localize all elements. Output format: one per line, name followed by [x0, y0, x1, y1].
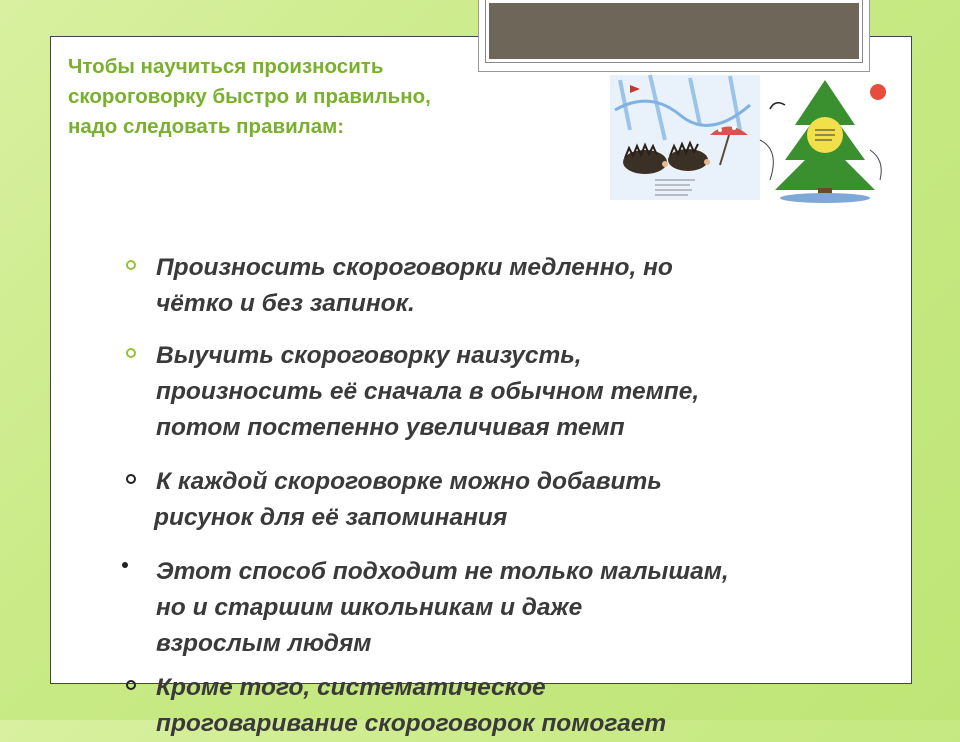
- slide-heading: [68, 52, 548, 142]
- heading-line: надо следовать правилам:: [68, 115, 345, 138]
- list-item: Произносить скороговорки медленно, но чётко и без запинок.: [120, 250, 673, 322]
- list-item: К каждой скороговорке можно добавить рисунок для её запоминания: [120, 464, 662, 536]
- list-item: Выучить скороговорку наизусть, произносить её сначала в обычном темпе, потом постепенно увеличивая темп: [120, 338, 699, 446]
- bullet-circle-icon: [126, 680, 136, 690]
- bullet-circle-icon: [126, 474, 136, 484]
- bullet-circle-icon: [126, 260, 136, 270]
- bullet-dot-icon: [122, 562, 128, 568]
- list-item: Этот способ подходит не только малышам, но и старшим школьникам и даже взрослым людям: [120, 554, 729, 662]
- heading-line: Чтобы научиться произносить: [68, 55, 384, 78]
- hedgehogs-and-fir-tree-picture: [610, 70, 900, 205]
- heading-line: скороговорку быстро и правильно,: [68, 85, 431, 108]
- list-item: Кроме того, систематическое проговаривание скороговорок помогает: [120, 670, 666, 742]
- bullet-circle-icon: [126, 348, 136, 358]
